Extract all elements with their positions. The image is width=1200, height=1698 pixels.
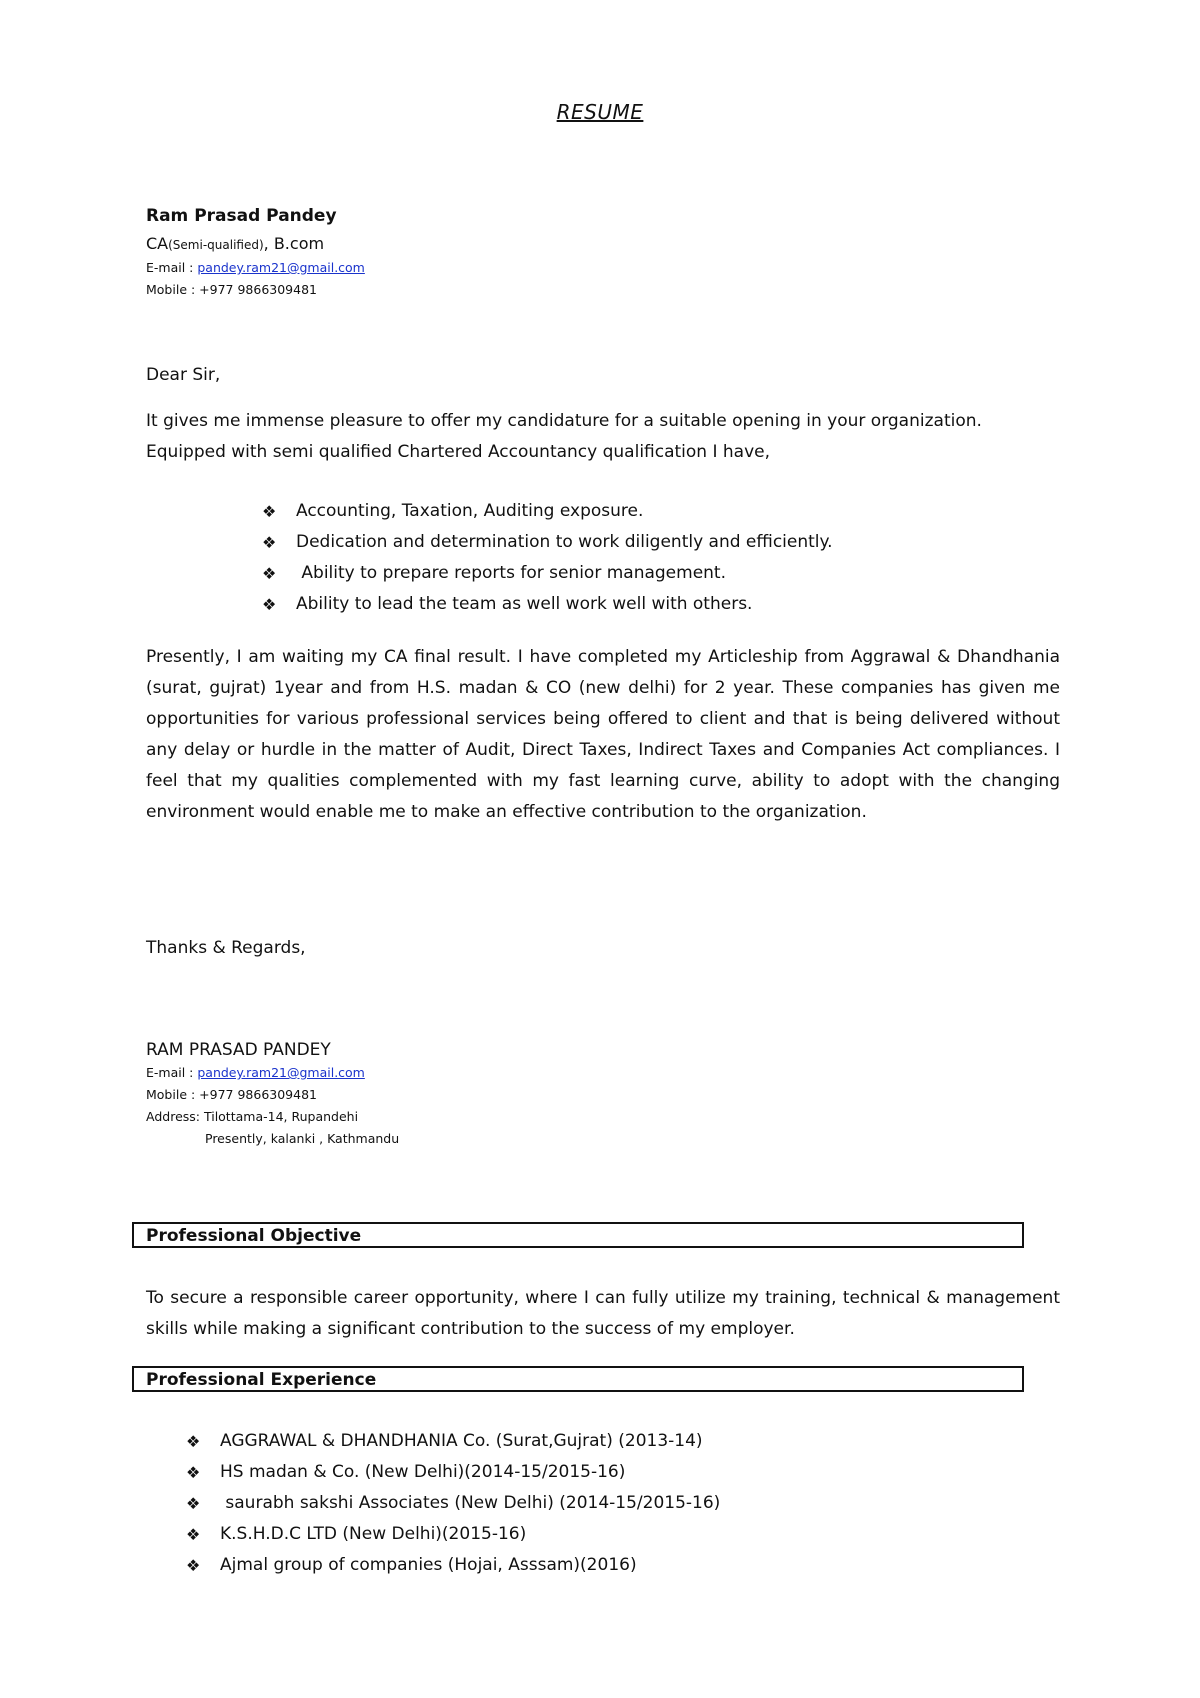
list-item: ❖ Dedication and determination to work diligently and efficiently.	[262, 527, 833, 558]
list-item: ❖ Ability to lead the team as well work well with others.	[262, 589, 833, 620]
intro-line-1: It gives me immense pleasure to offer my candidature for a suitable opening in your organization.	[146, 411, 982, 431]
diamond-bullet-icon: ❖	[262, 595, 277, 614]
qualification-rest: , B.com	[263, 234, 325, 253]
list-item: ❖ Ability to prepare reports for senior management.	[262, 558, 833, 589]
header-block	[146, 204, 365, 301]
signature-email-link[interactable]: pandey.ram21@gmail.com	[197, 1065, 365, 1080]
qualification	[146, 232, 365, 257]
objective-heading: Professional Objective	[146, 1226, 362, 1246]
qualification-main: CA	[146, 234, 169, 253]
diamond-bullet-icon: ❖	[262, 502, 277, 521]
email-link[interactable]: pandey.ram21@gmail.com	[197, 260, 365, 275]
email-label: E-mail :	[146, 260, 198, 275]
list-item: ❖ AGGRAWAL & DHANDHANIA Co. (Surat,Gujrat) (2013-14)	[186, 1426, 720, 1457]
salutation: Dear Sir,	[146, 365, 221, 385]
closing: Thanks & Regards,	[146, 938, 306, 958]
objective-heading-box	[132, 1222, 1024, 1248]
skills-list	[262, 496, 833, 620]
signature-email-label: E-mail :	[146, 1065, 198, 1080]
list-item: ❖ Accounting, Taxation, Auditing exposure.	[262, 496, 833, 527]
experience-heading: Professional Experience	[146, 1370, 377, 1390]
list-item: ❖ K.S.H.D.C LTD (New Delhi)(2015-16)	[186, 1519, 720, 1550]
diamond-bullet-icon: ❖	[186, 1432, 201, 1451]
intro-line-2: Equipped with semi qualified Chartered Accountancy qualification I have,	[146, 442, 771, 462]
page-title: RESUME	[556, 100, 644, 124]
signature-email-line	[146, 1062, 399, 1084]
objective-text: To secure a responsible career opportunity, where I can fully utilize my training, technical & management skills while making a significant contribution to the success of my employer.	[146, 1288, 1060, 1339]
cover-paragraph: Presently, I am waiting my CA final result. I have completed my Articleship from Aggrawal & Dhandhania (surat, gujrat) 1year and from H.S. madan & CO (new delhi) for 2 year. These companies has given me opportunities for various professional services being offered to client and that is being delivered without any delay or hurdle in the matter of Audit, Direct Taxes, Indirect Taxes and Companies Act compliances. I feel that my qualities complemented with my fast learning curve, ability to adopt with the changing environment would enable me to make an effective contribution to the organization.	[146, 647, 1060, 822]
diamond-bullet-icon: ❖	[186, 1525, 201, 1544]
signature-name: RAM PRASAD PANDEY	[146, 1040, 331, 1060]
diamond-bullet-icon: ❖	[262, 533, 277, 552]
experience-heading-box	[132, 1366, 1024, 1392]
diamond-bullet-icon: ❖	[262, 564, 277, 583]
diamond-bullet-icon: ❖	[186, 1463, 201, 1482]
list-item: ❖ Ajmal group of companies (Hojai, Asssam)(2016)	[186, 1550, 720, 1581]
list-item: ❖ HS madan & Co. (New Delhi)(2014-15/2015-16)	[186, 1457, 720, 1488]
signature-mobile: Mobile : +977 9866309481	[146, 1087, 317, 1102]
signature-block	[146, 1038, 399, 1150]
list-item: ❖ saurabh sakshi Associates (New Delhi) (2014-15/2015-16)	[186, 1488, 720, 1519]
qualification-note: (Semi-qualified)	[168, 238, 264, 252]
experience-list	[186, 1426, 720, 1581]
signature-address: Address: Tilottama-14, Rupandehi	[146, 1109, 359, 1124]
candidate-name: Ram Prasad Pandey	[146, 206, 337, 226]
email-line	[146, 257, 365, 279]
mobile-line: Mobile : +977 9866309481	[146, 282, 317, 297]
intro	[146, 406, 1060, 468]
signature-address-present: Presently, kalanki , Kathmandu	[205, 1131, 400, 1146]
diamond-bullet-icon: ❖	[186, 1556, 201, 1575]
diamond-bullet-icon: ❖	[186, 1494, 201, 1513]
